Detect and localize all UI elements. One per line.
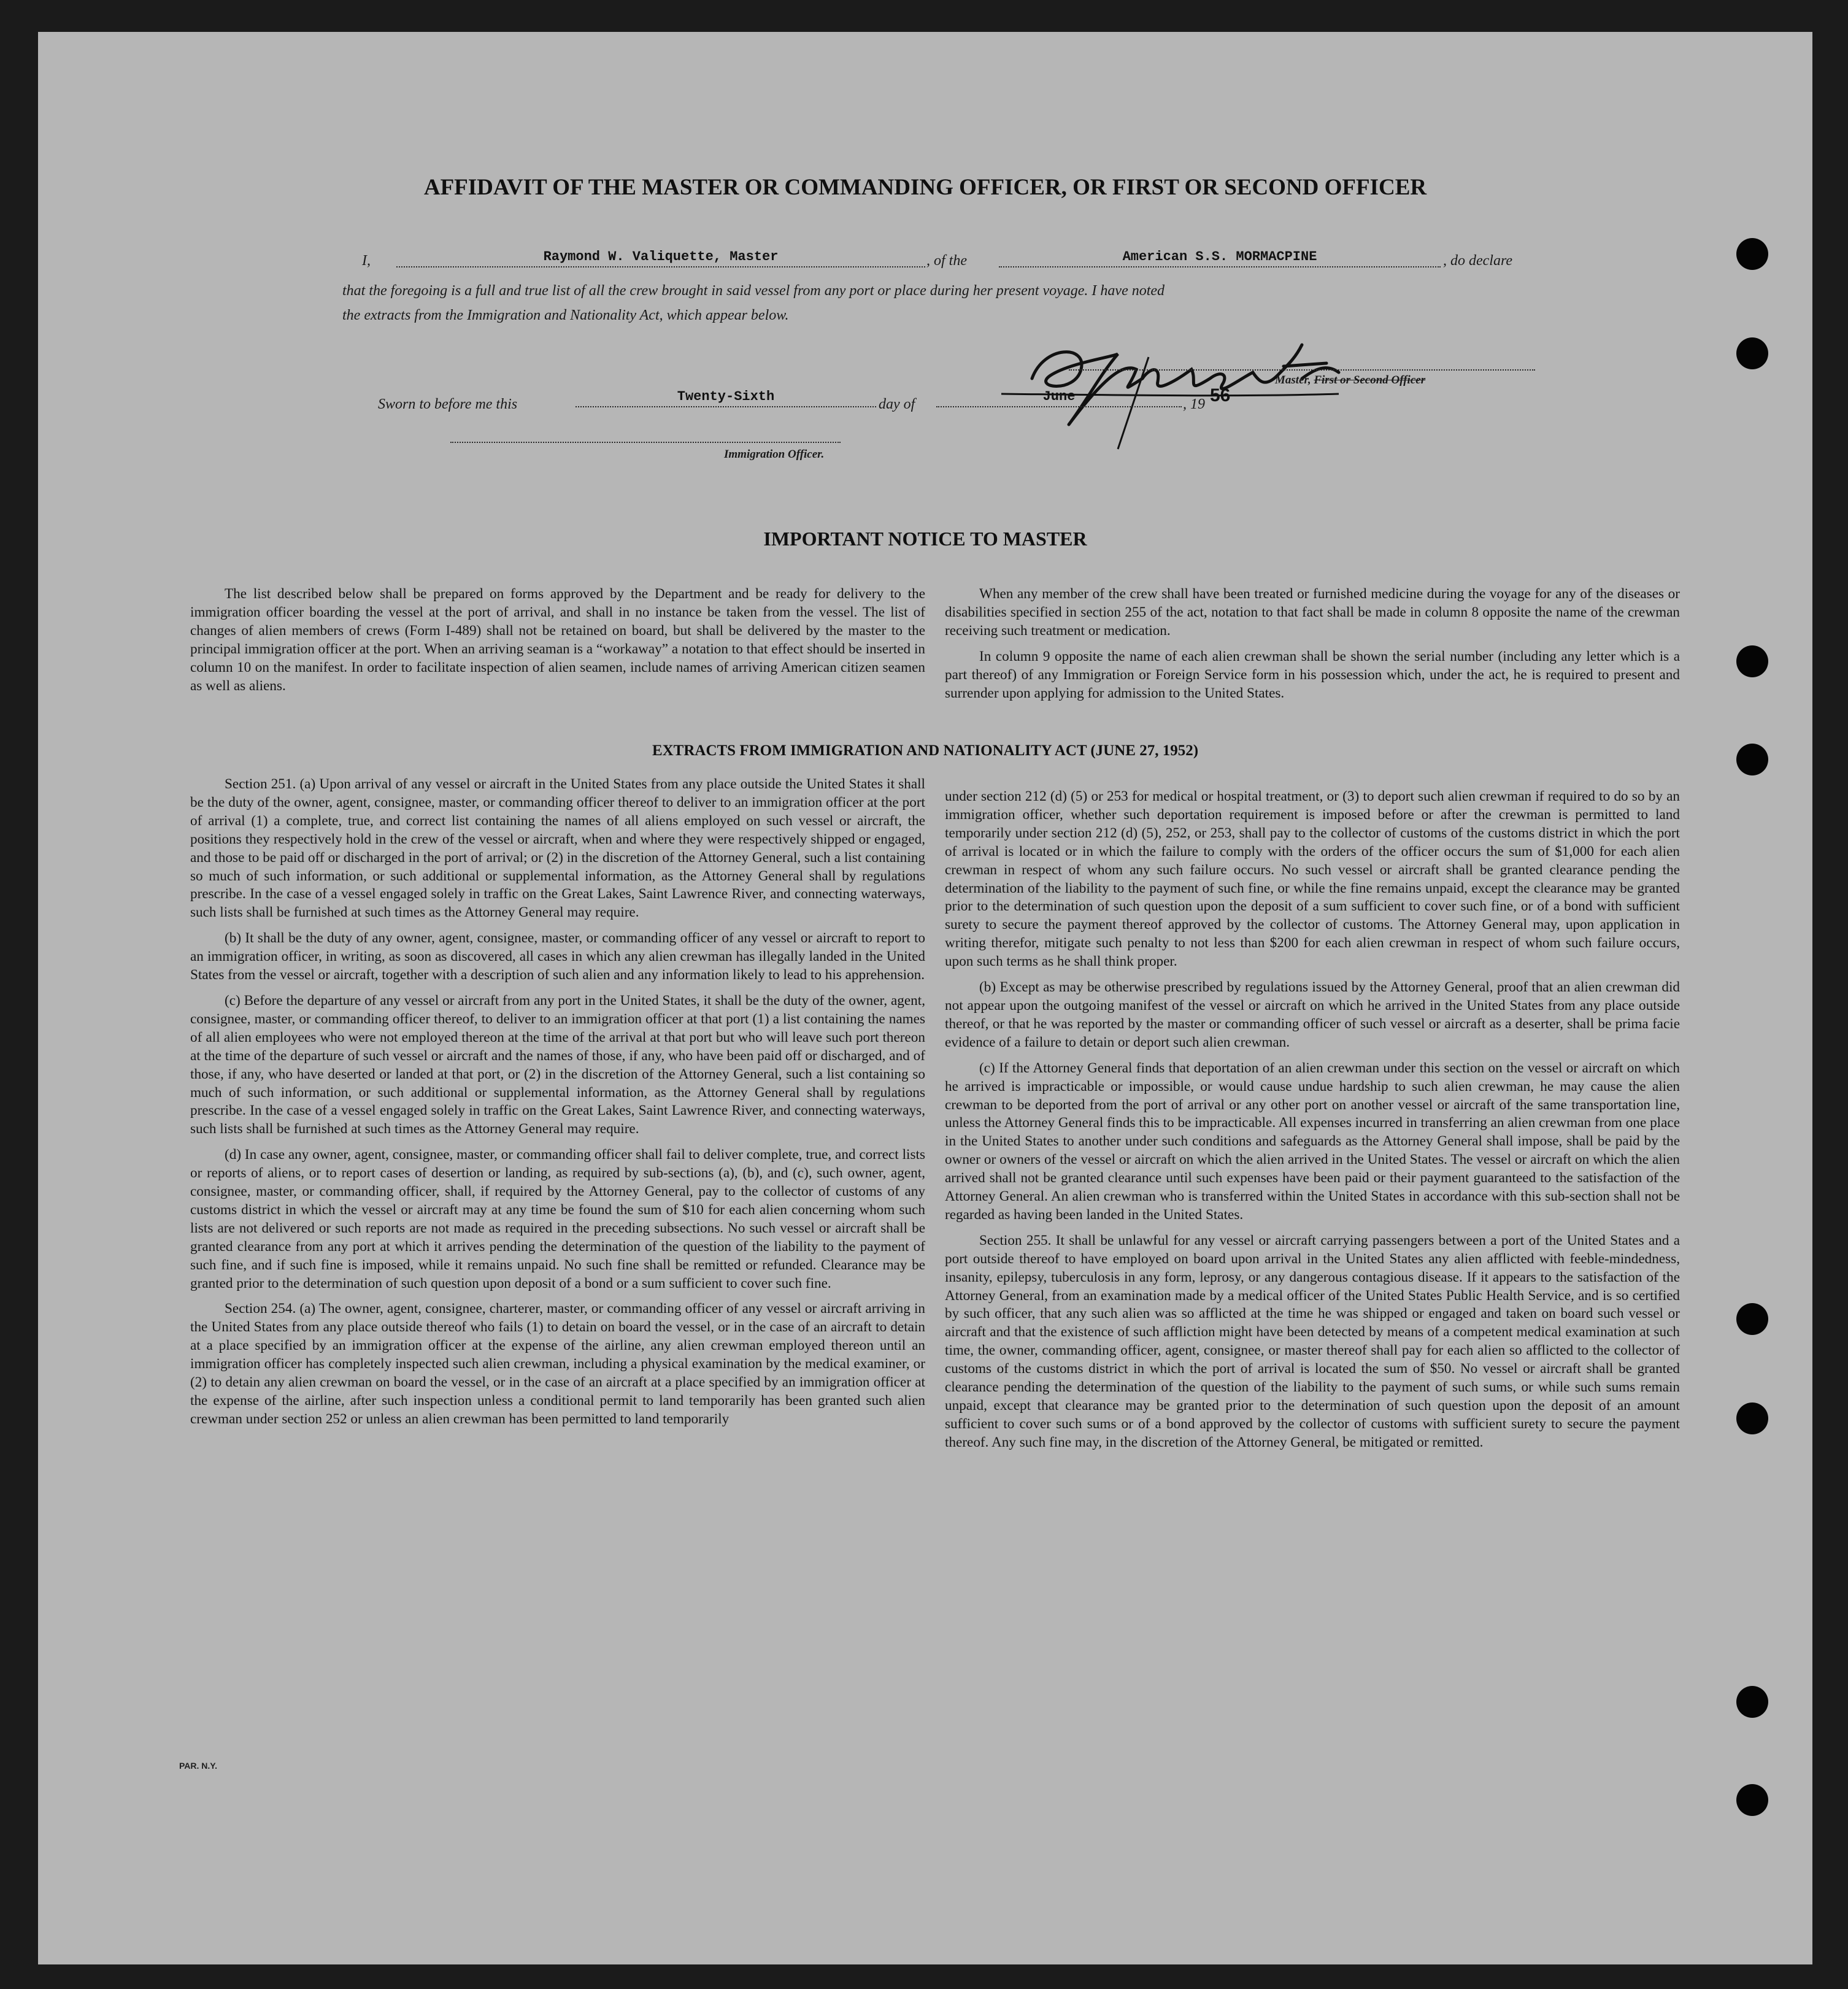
year-handwritten: 56 (1210, 385, 1231, 406)
notice-title: IMPORTANT NOTICE TO MASTER (763, 528, 1087, 550)
sworn-label: Sworn to before me this (378, 396, 518, 412)
signature-line (1069, 369, 1535, 371)
extract-paragraph: (d) In case any owner, agent, consignee, master, or commanding officer shall fail to deliver complete, true, and correct lists or reports of aliens, or to report cases of desertion or landing, as required by sub-sections (a), (b), and (c), such owner, agent, consignee, master, or commanding officer, shall, if required by the Attorney General, pay to the collector of customs of any customs district in which the vessel or aircraft may at any time be found the sum of $10 for each alien concerning whom such lists are not delivered or such reports are not made as required in the preceding subsections. No such vessel or aircraft shall be granted clearance from any port at which it arrives pending the determination of the question of the liability to the payment of such fine, and if such fine is imposed, while it remains unpaid. No such fine shall be remitted or refunded. Clearance may be granted prior to the determination of such question upon deposit of a bond or a sum sufficient to cover such fine. (190, 1147, 925, 1291)
day-of-label: day of (879, 396, 915, 412)
do-declare-label: , do declare (1443, 253, 1513, 269)
extracts-right-column (945, 788, 1680, 1460)
extract-paragraph: (b) Except as may be otherwise prescribed by regulations issued by the Attorney General, proof that an alien crewman did not appear upon the outgoing manifest of the vessel or aircraft on which he arrived in the United States from any place outside thereof, or that he was reported by the master or commanding officer of such vessel or aircraft as a deserter, shall be prima facie evidence of a failure to detain or deport such alien crewman. (945, 979, 1680, 1050)
extract-paragraph: Section 254. (a) The owner, agent, consignee, charterer, master, or commanding officer of any vessel or aircraft arriving in the United States from any place outside thereof who fails (1) to detain on board the vessel, or in the case of an aircraft to detain at a place specified by an immigration officer at the expense of the airline, any alien crewman employed thereon until an immigration officer has completely inspected such alien crewman, including a physical examination by the medical examiner, or (2) to detain any alien crewman on board the vessel, or in the case of an aircraft at a place specified by an immigration officer at the expense of the airline, after such inspection unless a conditional permit to land temporarily has been granted such alien crewman under section 252 or unless an alien crewman has been permitted to land temporarily (190, 1301, 925, 1427)
binder-hole (1736, 238, 1768, 270)
officer-signature-line (450, 442, 841, 443)
declaration-text-1: that the foregoing is a full and true list of all the crew brought in said vessel from any port or place during her present voyage. I have noted (342, 283, 1165, 299)
immigration-officer-caption: Immigration Officer. (724, 448, 825, 461)
vessel-field: American S.S. MORMACPINE (999, 248, 1441, 267)
i-label: I, (362, 253, 371, 269)
binder-hole (1736, 1402, 1768, 1434)
notice-paragraph: In column 9 opposite the name of each alien crewman shall be shown the serial number (including any letter which is a part thereof) of any Immigration or Foreign Service form in his possession which, under the act, he is required to present and surrender upon applying for admission to the United States. (945, 648, 1680, 701)
extracts-left-column (190, 775, 925, 1436)
extracts-title: EXTRACTS FROM IMMIGRATION AND NATIONALITY ACT (JUNE 27, 1952) (652, 742, 1199, 759)
notice-left-column (190, 585, 925, 702)
notice-right-column (945, 585, 1680, 710)
sworn-month-field: June (936, 388, 1182, 407)
notice-paragraph: When any member of the crew shall have been treated or furnished medicine during the voyage for any of the diseases or disabilities specified in section 255 of the act, notation to that fact shall be made in column 8 opposite the name of the crewman receiving such treatment or medication. (945, 586, 1680, 639)
signature-caption (1275, 374, 1425, 387)
declaration-text-2: the extracts from the Immigration and Nationality Act, which appear below. (342, 307, 789, 323)
binder-hole (1736, 1303, 1768, 1335)
extract-paragraph: Section 251. (a) Upon arrival of any vessel or aircraft in the United States from any place outside the United States it shall be the duty of the owner, agent, consignee, master, or commanding officer thereof to deliver to an immigration officer at the port of arrival (1) a complete, true, and correct list containing the names of all aliens employed on such vessel or aircraft, the positions they respectively hold in the crew of the vessel or aircraft, when and where they were respectively shipped or engaged, and those to be paid off or discharged in the port of arrival; or (2) in the discretion of the Attorney General, such a list containing so much of such information, or such additional or supplemental information, as the Attorney General shall by regulations prescribe. In the case of a vessel engaged solely in traffic on the Great Lakes, Saint Lawrence River, and connecting waterways, such lists shall be furnished at such times as the Attorney General may require. (190, 776, 925, 921)
printer-mark: PAR. N.Y. (179, 1761, 217, 1771)
binder-hole (1736, 1686, 1768, 1718)
document-page (38, 32, 1812, 1964)
extract-paragraph: Section 255. It shall be unlawful for any vessel or aircraft carrying passengers between a port of the United States and a port outside thereof to have employed on board upon arrival in the United States any alien afflicted with feeble-mindedness, insanity, epilepsy, tuberculosis in any form, leprosy, or any dangerous contagious disease. If it appears to the satisfaction of the Attorney General, from an examination made by a medical officer of the United States Public Health Service, and is so certified by such officer, that any such alien was so afflicted at the time he was shipped or engaged and taken on board such vessel or aircraft and that the existence of such affliction might have been detected by means of a competent medical examination at such time, the owner, commanding officer, agent, consignee, or master thereof shall pay for each alien so afflicted to the collector of customs of the customs district in which the port of arrival is located the sum of $50. No vessel or aircraft shall be granted clearance pending the determination of the question of the liability to the payment of such sums, or while such sums remain unpaid, except that clearance may be granted prior to the determination of such question upon the deposit of an amount sufficient to cover such sums or of a bond approved by the collector of customs with sufficient surety to secure the payment thereof. Any such fine may, in the discretion of the Attorney General, be mitigated or remitted. (945, 1232, 1680, 1450)
struck-officer-caption: First or Second Officer (1314, 374, 1426, 387)
extract-paragraph: (c) If the Attorney General finds that deportation of an alien crewman under this section on the vessel or aircraft on which he arrived is impracticable or impossible, or would cause undue hardship to such alien crewman, he may cause the alien crewman to be deported from the port of arrival or any other port on another vessel or aircraft of the same transportation line, unless the Attorney General finds this to be impracticable. All expenses incurred in transferring an alien crewman from one place in the United States to another under such conditions and safeguards as the Attorney General shall impose, shall be paid by the owner or owners of the vessel or aircraft on which the alien arrived in the United States. The vessel or aircraft on which the alien arrived shall not be granted clearance until such expenses have been paid or their payment guaranteed to the satisfaction of the Attorney General. An alien crewman who is transferred within the United States in accordance with this sub-section shall not be regarded as having been landed in the United States. (945, 1060, 1680, 1223)
of-the-label: , of the (926, 253, 967, 269)
sworn-day-field: Twenty-Sixth (576, 388, 876, 407)
master-caption: Master, (1275, 374, 1311, 387)
extract-paragraph: (c) Before the departure of any vessel or aircraft from any port in the United States, it shall be the duty of the owner, agent, consignee, master, or commanding officer thereof, to deliver to an immigration officer at that port (1) a list containing the names of all alien employees who were not employed thereon at the time of the arrival at that port but who will leave such port thereon at the time of the departure of such vessel or aircraft and the names of those, if any, who have been paid off or discharged, and of those, if any, who have deserted or landed at that port, or (2) in the discretion of the Attorney General, such a list containing so much of such information, or such additional or supplemental information, as the Attorney General shall by regulations prescribe. In the case of a vessel engaged solely in traffic on the Great Lakes, Saint Lawrence River, and connecting waterways, such lists shall be furnished at such times as the Attorney General may require. (190, 992, 925, 1137)
year-prefix: , 19 (1183, 396, 1205, 412)
affidavit-title: AFFIDAVIT OF THE MASTER OR COMMANDING OFFICER, OR FIRST OR SECOND OFFICER (423, 175, 1427, 200)
binder-hole (1736, 1784, 1768, 1816)
extract-paragraph: under section 212 (d) (5) or 253 for medical or hospital treatment, or (3) to deport such alien crewman if required to do so by an immigration officer, whether such deportation requirement is imposed before or after the crewman is permitted to land temporarily under section 212 (d) (5), 252, or 253, shall pay to the collector of customs of the customs district in which the port of arrival is located or in which the failure to comply with the orders of the officer occurs the sum of $1,000 for each alien crewman in respect of whom any such failure occurs. No such vessel or aircraft shall be granted clearance pending the determination of the liability to the payment of such fine, or while the fine remains unpaid, except the clearance may be granted prior to the determination of such question upon the deposit of a sum sufficient to cover such fine, or of a bond with sufficient surety to secure the payment thereof approved by the collector of customs. The Attorney General may, upon application in writing therefor, mitigate such penalty to not less than $200 for each alien crewman in respect of whom such failure occurs, upon such terms as he shall think proper. (945, 788, 1680, 970)
declarant-field: Raymond W. Valiquette, Master (396, 248, 925, 267)
binder-hole (1736, 337, 1768, 369)
binder-hole (1736, 645, 1768, 677)
extract-paragraph: (b) It shall be the duty of any owner, agent, consignee, master, or commanding officer of any vessel or aircraft to report to an immigration officer, in writing, as soon as discovered, all cases in which any alien crewman has illegally landed in the United States from the vessel or aircraft, together with a description of such alien and any information likely to lead to his apprehension. (190, 930, 925, 983)
notice-paragraph: The list described below shall be prepared on forms approved by the Department and be ready for delivery to the immigration officer boarding the vessel at the port of arrival, and shall in no instance be taken from the vessel. The list of changes of alien members of crews (Form I-489) shall not be retained on board, but shall be delivered by the master to the principal immigration officer at the port. When an arriving seaman is a “workaway” a notation to that effect should be inserted in column 10 on the manifest. In order to facilitate inspection of alien seamen, include names of arriving American citizen seamen as well as aliens. (190, 586, 925, 694)
